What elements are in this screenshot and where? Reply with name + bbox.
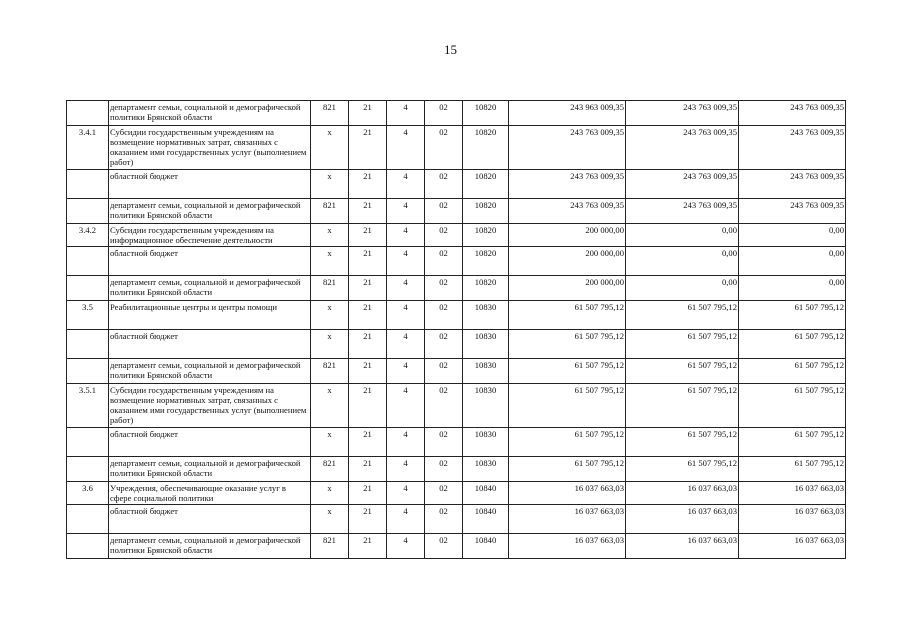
row-name: департамент семьи, социальной и демографической политики Брянской области bbox=[109, 276, 311, 301]
amount-col-2: 16 037 663,03 bbox=[626, 482, 739, 505]
subsection-code: 4 bbox=[387, 505, 425, 534]
amount-col-1: 243 763 009,35 bbox=[509, 126, 626, 170]
amount-col-3: 243 763 009,35 bbox=[739, 126, 846, 170]
section-code: 21 bbox=[349, 330, 387, 359]
row-number: 3.5.1 bbox=[67, 384, 109, 428]
program-code: 02 bbox=[425, 126, 463, 170]
section-code: 21 bbox=[349, 505, 387, 534]
target-code: 10820 bbox=[463, 126, 509, 170]
row-number: 3.6 bbox=[67, 482, 109, 505]
table-row bbox=[67, 482, 846, 505]
row-name: Учреждения, обеспечивающие оказание услуг в сфере социальной политики bbox=[109, 482, 311, 505]
target-code: 10820 bbox=[463, 276, 509, 301]
subsection-code: 4 bbox=[387, 101, 425, 126]
amount-col-2: 61 507 795,12 bbox=[626, 359, 739, 384]
admin-code: 821 bbox=[311, 276, 349, 301]
amount-col-3: 243 763 009,35 bbox=[739, 199, 846, 224]
amount-col-3: 243 763 009,35 bbox=[739, 170, 846, 199]
section-code: 21 bbox=[349, 276, 387, 301]
row-name: Субсидии государственным учреждениям на возмещение нормативных затрат, связанных с оказанием ими государственных услуг (выполнением работ) bbox=[109, 384, 311, 428]
target-code: 10840 bbox=[463, 482, 509, 505]
row-name: областной бюджет bbox=[109, 505, 311, 534]
admin-code: х bbox=[311, 224, 349, 247]
table-row bbox=[67, 359, 846, 384]
subsection-code: 4 bbox=[387, 330, 425, 359]
admin-code: 821 bbox=[311, 199, 349, 224]
target-code: 10830 bbox=[463, 301, 509, 330]
row-name: областной бюджет bbox=[109, 170, 311, 199]
program-code: 02 bbox=[425, 101, 463, 126]
budget-table bbox=[66, 100, 846, 559]
row-number bbox=[67, 101, 109, 126]
amount-col-1: 16 037 663,03 bbox=[509, 482, 626, 505]
amount-col-3: 61 507 795,12 bbox=[739, 359, 846, 384]
table-row bbox=[67, 301, 846, 330]
section-code: 21 bbox=[349, 457, 387, 482]
admin-code: х bbox=[311, 247, 349, 276]
amount-col-1: 61 507 795,12 bbox=[509, 457, 626, 482]
section-code: 21 bbox=[349, 482, 387, 505]
amount-col-1: 243 963 009,35 bbox=[509, 101, 626, 126]
subsection-code: 4 bbox=[387, 126, 425, 170]
program-code: 02 bbox=[425, 505, 463, 534]
target-code: 10820 bbox=[463, 224, 509, 247]
amount-col-2: 0,00 bbox=[626, 276, 739, 301]
row-number: 3.4.2 bbox=[67, 224, 109, 247]
amount-col-2: 16 037 663,03 bbox=[626, 505, 739, 534]
section-code: 21 bbox=[349, 384, 387, 428]
section-code: 21 bbox=[349, 247, 387, 276]
amount-col-1: 61 507 795,12 bbox=[509, 384, 626, 428]
amount-col-2: 243 763 009,35 bbox=[626, 126, 739, 170]
program-code: 02 bbox=[425, 534, 463, 559]
subsection-code: 4 bbox=[387, 170, 425, 199]
amount-col-3: 0,00 bbox=[739, 276, 846, 301]
subsection-code: 4 bbox=[387, 428, 425, 457]
program-code: 02 bbox=[425, 457, 463, 482]
section-code: 21 bbox=[349, 359, 387, 384]
section-code: 21 bbox=[349, 126, 387, 170]
subsection-code: 4 bbox=[387, 199, 425, 224]
amount-col-3: 243 763 009,35 bbox=[739, 101, 846, 126]
program-code: 02 bbox=[425, 301, 463, 330]
row-number bbox=[67, 247, 109, 276]
amount-col-2: 61 507 795,12 bbox=[626, 457, 739, 482]
table-row bbox=[67, 224, 846, 247]
amount-col-2: 16 037 663,03 bbox=[626, 534, 739, 559]
amount-col-2: 61 507 795,12 bbox=[626, 384, 739, 428]
table-row bbox=[67, 330, 846, 359]
subsection-code: 4 bbox=[387, 482, 425, 505]
target-code: 10830 bbox=[463, 359, 509, 384]
amount-col-1: 200 000,00 bbox=[509, 224, 626, 247]
target-code: 10830 bbox=[463, 428, 509, 457]
row-number bbox=[67, 505, 109, 534]
subsection-code: 4 bbox=[387, 534, 425, 559]
section-code: 21 bbox=[349, 534, 387, 559]
admin-code: х bbox=[311, 126, 349, 170]
row-name: Субсидии государственным учреждениям на возмещение нормативных затрат, связанных с оказанием ими государственных услуг (выполнением работ) bbox=[109, 126, 311, 170]
amount-col-2: 61 507 795,12 bbox=[626, 330, 739, 359]
amount-col-3: 0,00 bbox=[739, 247, 846, 276]
subsection-code: 4 bbox=[387, 384, 425, 428]
row-name: Реабилитационные центры и центры помощи bbox=[109, 301, 311, 330]
program-code: 02 bbox=[425, 482, 463, 505]
row-name: департамент семьи, социальной и демографической политики Брянской области bbox=[109, 199, 311, 224]
amount-col-1: 16 037 663,03 bbox=[509, 534, 626, 559]
amount-col-3: 16 037 663,03 bbox=[739, 534, 846, 559]
target-code: 10840 bbox=[463, 505, 509, 534]
amount-col-3: 0,00 bbox=[739, 224, 846, 247]
budget-table-body bbox=[67, 101, 846, 559]
row-name: областной бюджет bbox=[109, 330, 311, 359]
program-code: 02 bbox=[425, 199, 463, 224]
row-number bbox=[67, 534, 109, 559]
target-code: 10840 bbox=[463, 534, 509, 559]
amount-col-3: 61 507 795,12 bbox=[739, 384, 846, 428]
subsection-code: 4 bbox=[387, 359, 425, 384]
amount-col-2: 243 763 009,35 bbox=[626, 101, 739, 126]
admin-code: 821 bbox=[311, 534, 349, 559]
admin-code: х bbox=[311, 482, 349, 505]
table-row bbox=[67, 505, 846, 534]
program-code: 02 bbox=[425, 224, 463, 247]
admin-code: х bbox=[311, 330, 349, 359]
target-code: 10820 bbox=[463, 170, 509, 199]
amount-col-1: 61 507 795,12 bbox=[509, 359, 626, 384]
row-number bbox=[67, 330, 109, 359]
row-name: областной бюджет bbox=[109, 428, 311, 457]
amount-col-1: 200 000,00 bbox=[509, 247, 626, 276]
admin-code: 821 bbox=[311, 457, 349, 482]
section-code: 21 bbox=[349, 101, 387, 126]
section-code: 21 bbox=[349, 428, 387, 457]
table-row bbox=[67, 126, 846, 170]
target-code: 10820 bbox=[463, 247, 509, 276]
row-name: департамент семьи, социальной и демографической политики Брянской области bbox=[109, 101, 311, 126]
admin-code: 821 bbox=[311, 359, 349, 384]
row-number bbox=[67, 428, 109, 457]
amount-col-1: 61 507 795,12 bbox=[509, 330, 626, 359]
amount-col-3: 61 507 795,12 bbox=[739, 301, 846, 330]
row-number bbox=[67, 359, 109, 384]
table-row bbox=[67, 170, 846, 199]
target-code: 10820 bbox=[463, 199, 509, 224]
amount-col-1: 200 000,00 bbox=[509, 276, 626, 301]
program-code: 02 bbox=[425, 330, 463, 359]
program-code: 02 bbox=[425, 359, 463, 384]
amount-col-3: 61 507 795,12 bbox=[739, 457, 846, 482]
row-number bbox=[67, 170, 109, 199]
target-code: 10830 bbox=[463, 384, 509, 428]
amount-col-2: 243 763 009,35 bbox=[626, 199, 739, 224]
row-name: департамент семьи, социальной и демографической политики Брянской области bbox=[109, 534, 311, 559]
row-name: департамент семьи, социальной и демографической политики Брянской области bbox=[109, 457, 311, 482]
row-name: Субсидии государственным учреждениям на информационное обеспечение деятельности bbox=[109, 224, 311, 247]
admin-code: х bbox=[311, 301, 349, 330]
table-row bbox=[67, 247, 846, 276]
row-number bbox=[67, 199, 109, 224]
amount-col-1: 16 037 663,03 bbox=[509, 505, 626, 534]
admin-code: х bbox=[311, 170, 349, 199]
subsection-code: 4 bbox=[387, 301, 425, 330]
program-code: 02 bbox=[425, 384, 463, 428]
table-row bbox=[67, 534, 846, 559]
amount-col-3: 16 037 663,03 bbox=[739, 482, 846, 505]
amount-col-3: 61 507 795,12 bbox=[739, 330, 846, 359]
program-code: 02 bbox=[425, 170, 463, 199]
program-code: 02 bbox=[425, 247, 463, 276]
table-row bbox=[67, 384, 846, 428]
amount-col-1: 243 763 009,35 bbox=[509, 199, 626, 224]
subsection-code: 4 bbox=[387, 276, 425, 301]
table-row bbox=[67, 101, 846, 126]
amount-col-3: 16 037 663,03 bbox=[739, 505, 846, 534]
row-number: 3.5 bbox=[67, 301, 109, 330]
program-code: 02 bbox=[425, 428, 463, 457]
table-row bbox=[67, 428, 846, 457]
subsection-code: 4 bbox=[387, 224, 425, 247]
row-number bbox=[67, 276, 109, 301]
row-number bbox=[67, 457, 109, 482]
amount-col-1: 61 507 795,12 bbox=[509, 428, 626, 457]
subsection-code: 4 bbox=[387, 247, 425, 276]
section-code: 21 bbox=[349, 301, 387, 330]
section-code: 21 bbox=[349, 170, 387, 199]
amount-col-2: 61 507 795,12 bbox=[626, 301, 739, 330]
admin-code: 821 bbox=[311, 101, 349, 126]
target-code: 10820 bbox=[463, 101, 509, 126]
admin-code: х bbox=[311, 384, 349, 428]
admin-code: х bbox=[311, 505, 349, 534]
table-row bbox=[67, 457, 846, 482]
subsection-code: 4 bbox=[387, 457, 425, 482]
row-name: департамент семьи, социальной и демографической политики Брянской области bbox=[109, 359, 311, 384]
section-code: 21 bbox=[349, 199, 387, 224]
target-code: 10830 bbox=[463, 330, 509, 359]
amount-col-1: 61 507 795,12 bbox=[509, 301, 626, 330]
table-row bbox=[67, 276, 846, 301]
amount-col-3: 61 507 795,12 bbox=[739, 428, 846, 457]
admin-code: х bbox=[311, 428, 349, 457]
row-name: областной бюджет bbox=[109, 247, 311, 276]
page-number: 15 bbox=[444, 42, 457, 57]
amount-col-2: 61 507 795,12 bbox=[626, 428, 739, 457]
row-number: 3.4.1 bbox=[67, 126, 109, 170]
program-code: 02 bbox=[425, 276, 463, 301]
amount-col-2: 243 763 009,35 bbox=[626, 170, 739, 199]
amount-col-1: 243 763 009,35 bbox=[509, 170, 626, 199]
section-code: 21 bbox=[349, 224, 387, 247]
target-code: 10830 bbox=[463, 457, 509, 482]
amount-col-2: 0,00 bbox=[626, 224, 739, 247]
table-row bbox=[67, 199, 846, 224]
amount-col-2: 0,00 bbox=[626, 247, 739, 276]
